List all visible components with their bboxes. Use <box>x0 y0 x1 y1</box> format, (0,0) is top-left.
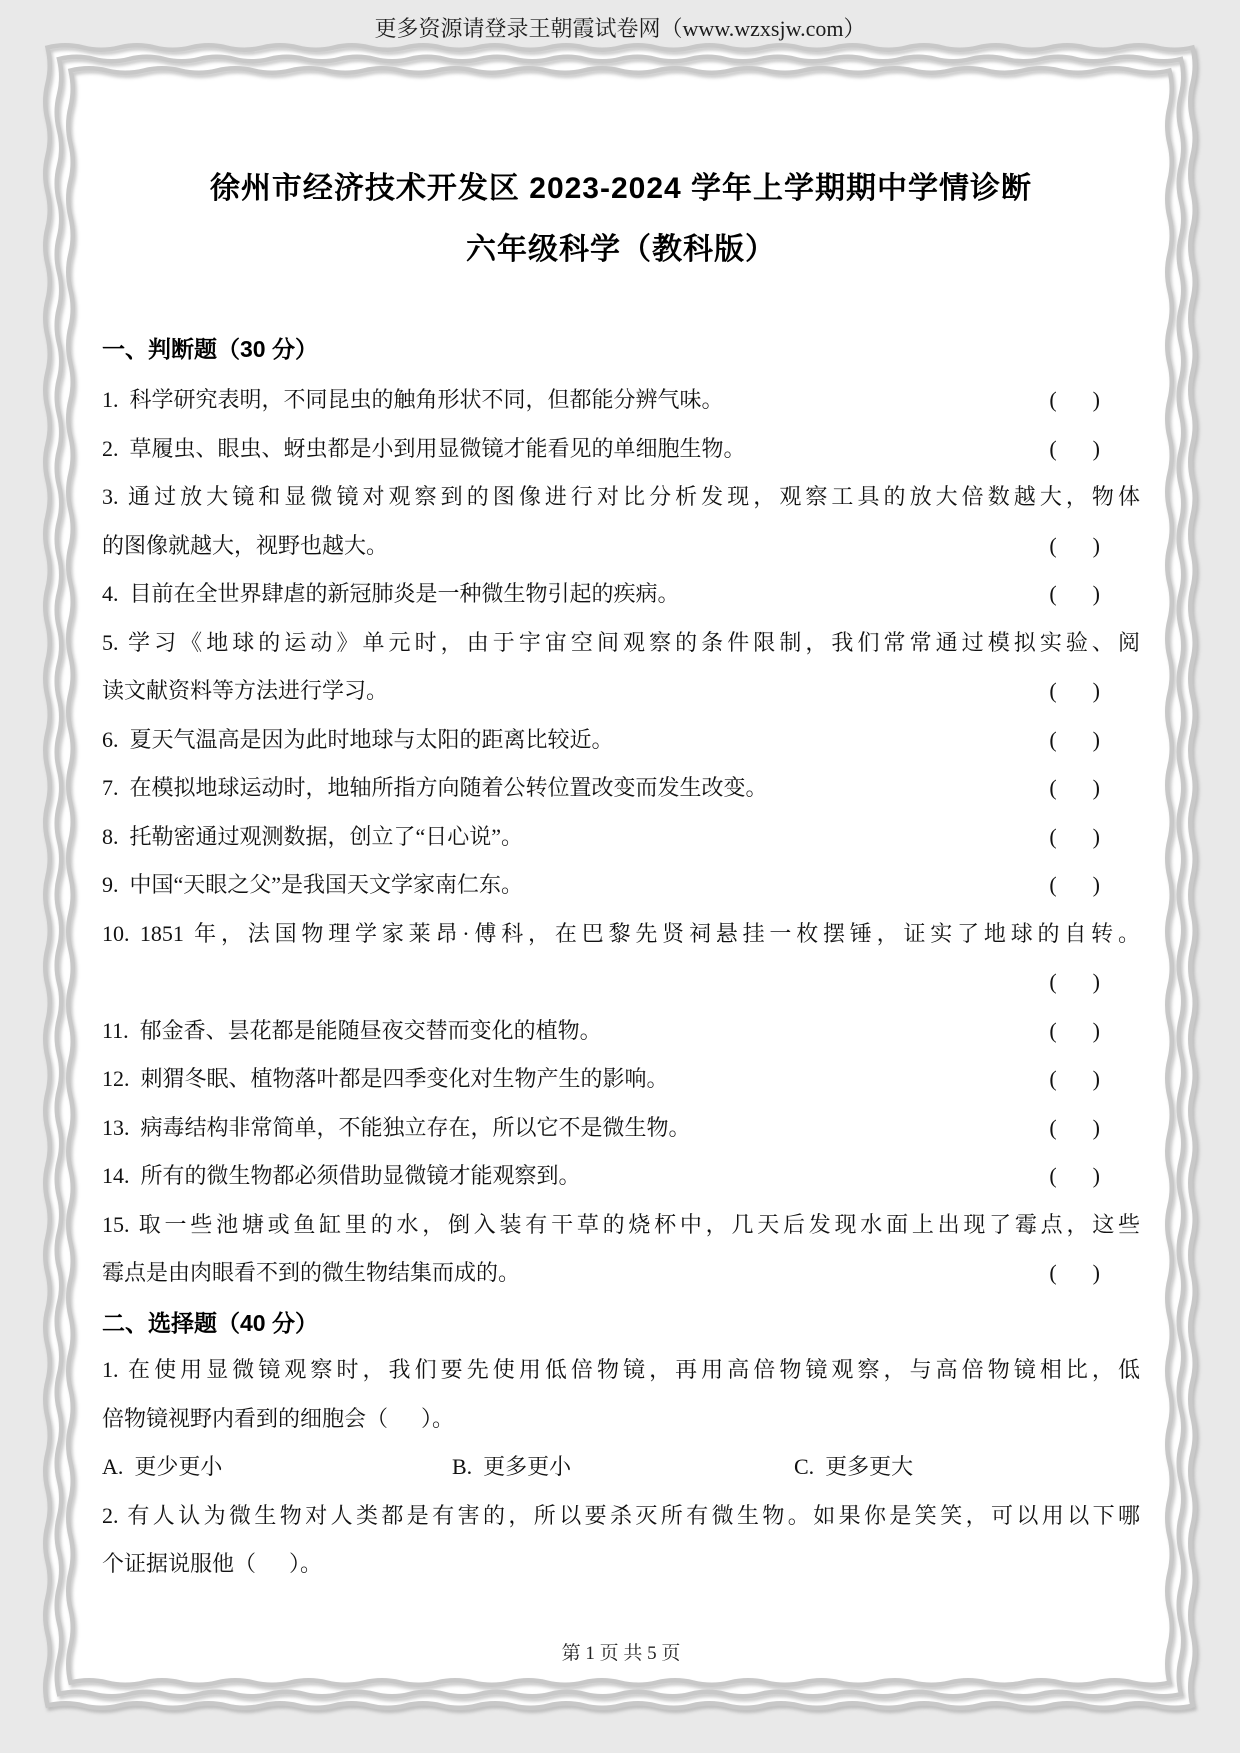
question-text: 霉点是由肉眼看不到的微生物结集而成的。 <box>102 1260 521 1285</box>
paren-close: ) <box>1092 1163 1100 1188</box>
question-text: 9. 中国“天眼之父”是我国天文学家南仁东。 <box>102 872 524 897</box>
paren-open: ( <box>1049 775 1057 800</box>
paren-close: ) <box>1092 435 1100 461</box>
question-text: 读文献资料等方法进行学习。 <box>102 678 389 703</box>
site-watermark-text: 更多资源请登录王朝霞试卷网（www.wzxsjw.com） <box>374 16 866 41</box>
question-row <box>102 473 1140 522</box>
question-row <box>102 813 1140 862</box>
paren-close: ) <box>1092 532 1100 558</box>
paren-open: ( <box>1049 532 1057 558</box>
question-row <box>102 522 1140 571</box>
question-row <box>102 1055 1140 1104</box>
question-text: 3. 通过放大镜和显微镜对观察到的图像进行对比分析发现，观察工具的放大倍数越大，物体 <box>102 484 1140 509</box>
paren-close: ) <box>1092 872 1100 897</box>
question-text: 7. 在模拟地球运动时，地轴所指方向随着公转位置改变而发生改变。 <box>102 775 768 800</box>
paren-open: ( <box>1049 1163 1057 1188</box>
question-row <box>102 958 1140 1007</box>
question-row <box>102 1249 1140 1298</box>
question-row <box>102 425 1140 474</box>
answer-parentheses <box>1049 813 1100 862</box>
question-text: 2. 有人认为微生物对人类都是有害的，所以要杀灭所有微生物。如果你是笑笑，可以用以下哪 <box>102 1502 1140 1528</box>
paren-open: ( <box>1049 678 1057 703</box>
question-row <box>102 1346 1140 1395</box>
options-row <box>102 1443 1140 1492</box>
question-row <box>102 570 1140 619</box>
paren-close: ) <box>1092 1260 1100 1285</box>
paren-close: ) <box>1092 726 1100 752</box>
question-text: 14. 所有的微生物都必须借助显微镜才能观察到。 <box>102 1163 581 1188</box>
page-number: 第 1 页 共 5 页 <box>561 1643 681 1664</box>
paren-open: ( <box>1049 1114 1057 1140</box>
question-text: 10. 1851 年，法国物理学家莱昂·傅科，在巴黎先贤祠悬挂一枚摆锤，证实了地球的自转。 <box>102 920 1140 946</box>
answer-parentheses <box>1049 1152 1100 1201</box>
answer-parentheses <box>1049 667 1100 716</box>
paren-open: ( <box>1049 581 1057 606</box>
judgment-questions-list <box>102 376 1140 1298</box>
section2-heading: 二、选择题（40 分） <box>102 1310 318 1336</box>
question-text: 15. 取一些池塘或鱼缸里的水，倒入装有干草的烧杯中，几天后发现水面上出现了霉点，这些 <box>102 1211 1140 1237</box>
question-text: 5. 学习《地球的运动》单元时，由于宇宙空间观察的条件限制，我们常常通过模拟实验、阅 <box>102 629 1140 655</box>
option-b: B. 更多更小 <box>452 1454 572 1479</box>
paren-close: ) <box>1092 1017 1100 1043</box>
option-a: A. 更少更小 <box>102 1454 223 1479</box>
answer-parentheses <box>1049 958 1100 1007</box>
question-text: 个证据说服他（ ）。 <box>102 1551 323 1576</box>
paren-close: ) <box>1092 678 1100 703</box>
paren-open: ( <box>1049 969 1057 994</box>
question-text: 13. 病毒结构非常简单，不能独立存在，所以它不是微生物。 <box>102 1114 691 1140</box>
paren-open: ( <box>1049 872 1057 897</box>
paren-open: ( <box>1049 726 1057 752</box>
question-row <box>102 1201 1140 1250</box>
question-row <box>102 376 1140 425</box>
paren-close: ) <box>1092 581 1100 606</box>
paren-open: ( <box>1049 435 1057 461</box>
question-row <box>102 1152 1140 1201</box>
answer-parentheses <box>1049 1007 1100 1056</box>
answer-parentheses <box>1049 861 1100 910</box>
answer-parentheses <box>1049 1055 1100 1104</box>
paren-close: ) <box>1092 1114 1100 1140</box>
question-row <box>102 1395 1140 1444</box>
paren-open: ( <box>1049 1260 1057 1285</box>
answer-parentheses <box>1049 376 1100 425</box>
question-row <box>102 667 1140 716</box>
question-row <box>102 861 1140 910</box>
option-c: C. 更多更大 <box>794 1454 914 1479</box>
question-text: 8. 托勒密通过观测数据，创立了“日心说”。 <box>102 823 524 849</box>
paren-open: ( <box>1049 387 1057 412</box>
question-text: 4. 目前在全世界肆虐的新冠肺炎是一种微生物引起的疾病。 <box>102 581 680 606</box>
question-row <box>102 1104 1140 1153</box>
answer-parentheses <box>1049 1104 1100 1153</box>
exam-title: 徐州市经济技术开发区 2023-2024 学年上学期期中学情诊断 <box>209 172 1033 205</box>
question-text: 2. 草履虫、眼虫、蚜虫都是小到用显微镜才能看见的单细胞生物。 <box>102 435 746 461</box>
paren-open: ( <box>1049 823 1057 849</box>
answer-parentheses <box>1049 570 1100 619</box>
question-text: 的图像就越大，视野也越大。 <box>102 532 389 558</box>
answer-parentheses <box>1049 764 1100 813</box>
answer-parentheses <box>1049 716 1100 765</box>
question-text: 6. 夏天气温高是因为此时地球与太阳的距离比较近。 <box>102 726 614 752</box>
question-row <box>102 1492 1140 1541</box>
question-row <box>102 716 1140 765</box>
answer-parentheses <box>1049 1249 1100 1298</box>
answer-parentheses <box>1049 522 1100 571</box>
paren-close: ) <box>1092 387 1100 412</box>
choice-questions-list <box>102 1346 1140 1589</box>
paren-open: ( <box>1049 1017 1057 1043</box>
question-row <box>102 1540 1140 1589</box>
question-text: 12. 刺猬冬眠、植物落叶都是四季变化对生物产生的影响。 <box>102 1066 669 1091</box>
question-text: 1. 在使用显微镜观察时，我们要先使用低倍物镜，再用高倍物镜观察，与高倍物镜相比，低 <box>102 1357 1140 1382</box>
question-row <box>102 764 1140 813</box>
question-row <box>102 619 1140 668</box>
paren-close: ) <box>1092 823 1100 849</box>
question-row <box>102 910 1140 959</box>
question-text: 倍物镜视野内看到的细胞会（ ）。 <box>102 1405 455 1431</box>
paren-open: ( <box>1049 1066 1057 1091</box>
paren-close: ) <box>1092 1066 1100 1091</box>
paren-close: ) <box>1092 969 1100 994</box>
question-row <box>102 1007 1140 1056</box>
paren-close: ) <box>1092 775 1100 800</box>
question-text: 11. 郁金香、昙花都是能随昼夜交替而变化的植物。 <box>102 1017 602 1043</box>
question-text: 1. 科学研究表明，不同昆虫的触角形状不同，但都能分辨气味。 <box>102 387 724 412</box>
answer-parentheses <box>1049 425 1100 474</box>
section1-heading: 一、判断题（30 分） <box>102 336 318 362</box>
exam-subtitle: 六年级科学（教科版） <box>466 233 776 266</box>
